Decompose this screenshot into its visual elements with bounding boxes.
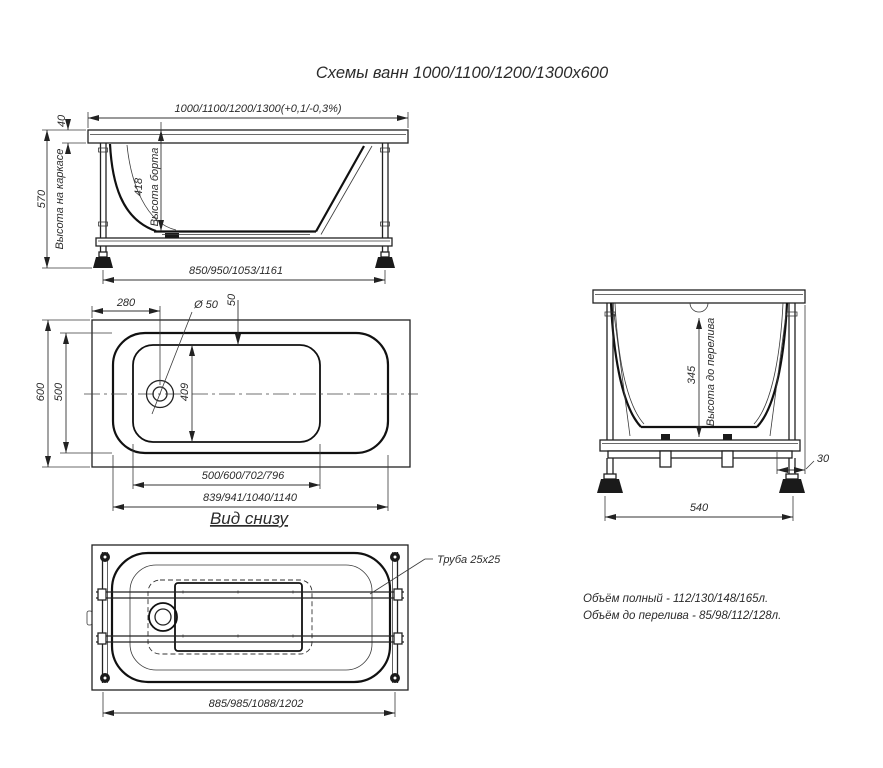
side-left-foot	[93, 252, 113, 268]
side-dim-bottom-length: 850/950/1053/1161	[189, 265, 283, 277]
bottom-dim-frame-length: 885/985/1088/1202	[208, 698, 304, 710]
end-left-foot	[597, 458, 623, 493]
bottom-hidden-outline	[148, 580, 312, 654]
side-left-leg	[99, 143, 108, 252]
side-view-drawing	[36, 103, 408, 284]
side-dim-top-length: 1000/1100/1200/1300(+0,1/-0,3%)	[174, 103, 342, 115]
end-right-foot	[779, 458, 805, 493]
note-volume-overflow: Объём до перелива - 85/98/112/128л.	[583, 610, 782, 622]
side-dim-board-height: 418	[133, 177, 145, 197]
top-dim-edge-gap: 50	[226, 293, 238, 307]
bottom-corner-bolts	[100, 552, 400, 683]
top-tub-outline	[113, 333, 388, 453]
bottom-label-pipe: Труба 25x25	[437, 554, 501, 566]
top-view-drawing	[35, 293, 418, 528]
side-bottom-rail	[96, 238, 392, 246]
end-dim-frame-width: 540	[689, 502, 709, 514]
top-basin-floor	[133, 345, 320, 442]
side-label-frame-height: Высота на каркасе	[54, 148, 66, 250]
top-dim-inner-width: 500	[53, 382, 65, 402]
top-dim-floor-width: 409	[179, 382, 191, 402]
side-drain-trap	[165, 233, 179, 238]
top-dim-outer-width: 600	[35, 382, 47, 402]
end-rim	[593, 290, 805, 303]
end-frame-rail	[608, 451, 792, 458]
side-label-board-height: Высота борта	[149, 147, 161, 227]
page-title: Схемы ванн 1000/1100/1200/1300x600	[315, 64, 609, 82]
end-overflow-hole	[690, 303, 708, 312]
top-dim-drain-offset: 280	[116, 297, 136, 309]
side-right-foot	[375, 252, 395, 268]
bottom-drain	[149, 603, 177, 631]
note-volume-full: Объём полный - 112/130/148/165л.	[583, 593, 769, 605]
end-left-leg	[605, 303, 630, 440]
end-label-overflow-height: Высота до перелива	[705, 317, 717, 427]
end-view-drawing	[593, 290, 830, 521]
end-right-leg	[770, 303, 797, 440]
top-outer-rect	[92, 320, 410, 467]
side-rim	[88, 130, 408, 143]
bottom-overflow-fitting	[87, 611, 92, 625]
end-dim-overflow-height: 345	[686, 365, 698, 385]
bottom-view-drawing	[87, 545, 501, 717]
bottom-frame-pipes	[96, 589, 404, 644]
volume-notes	[583, 593, 781, 622]
top-dim-inner-length: 839/941/1040/1140	[203, 492, 297, 504]
end-frame-bar	[600, 440, 800, 451]
end-dim-leg-offset: 30	[816, 453, 830, 465]
bottom-tub-outline	[112, 553, 390, 682]
top-dim-drain-diameter: Ø 50	[194, 299, 218, 311]
side-dim-rim-drop: 40	[56, 114, 68, 128]
bottom-outer-rect	[92, 545, 408, 690]
side-dim-frame-height: 570	[36, 189, 48, 209]
bottom-view-caption: Вид снизу	[209, 509, 289, 528]
side-right-leg	[381, 143, 390, 252]
bottom-floor-rect	[175, 583, 302, 651]
top-dim-floor-length: 500/600/702/796	[201, 470, 285, 482]
